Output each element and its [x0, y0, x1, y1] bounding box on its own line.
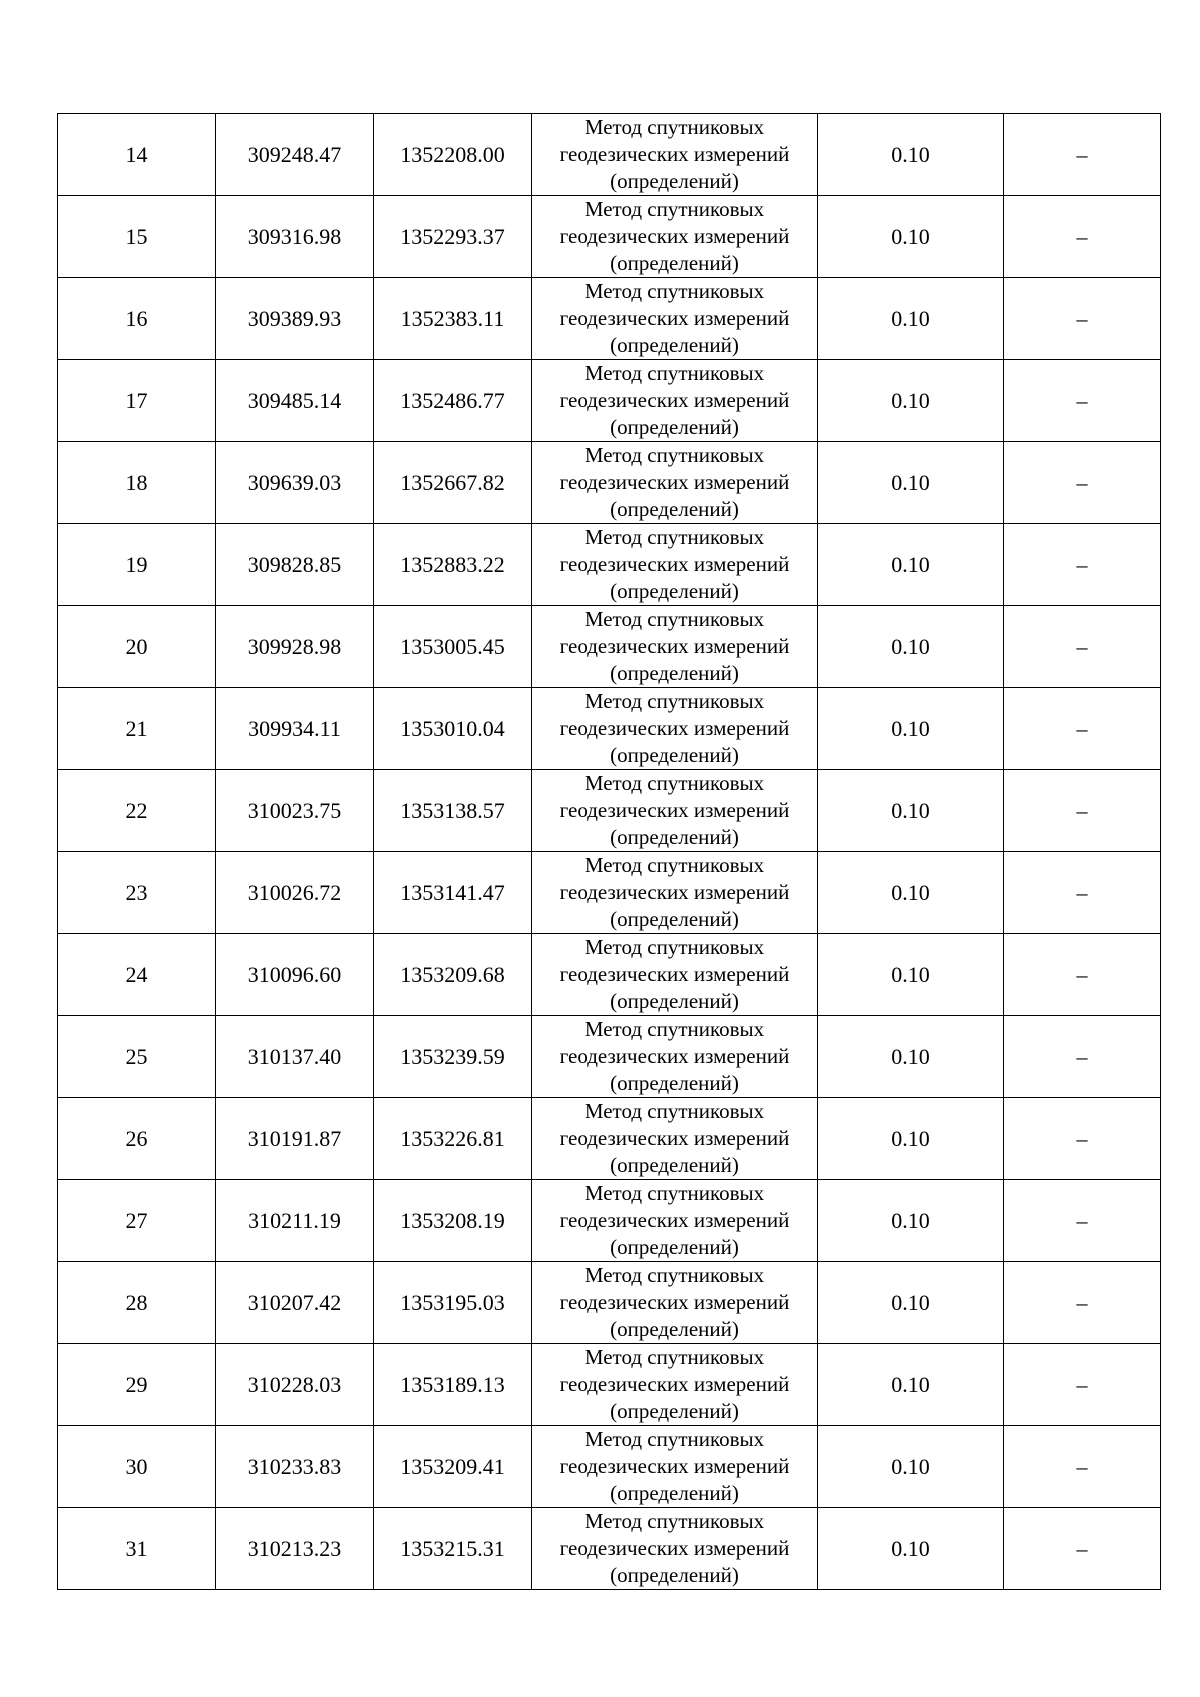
method-cell	[532, 1344, 818, 1426]
note-cell: –	[1004, 1344, 1161, 1426]
accuracy-cell: 0.10	[818, 1180, 1004, 1262]
note-cell: –	[1004, 606, 1161, 688]
x-coordinate-cell: 309389.93	[216, 278, 374, 360]
method-line: (определений)	[610, 989, 739, 1013]
table-row	[58, 1180, 1161, 1262]
method-line: Метод спутниковых	[584, 115, 765, 139]
method-cell	[532, 934, 818, 1016]
method-line: геодезических измерений	[559, 1290, 790, 1314]
y-coordinate-cell: 1353226.81	[374, 1098, 532, 1180]
point-number-cell: 19	[58, 524, 216, 606]
method-line: Метод спутниковых	[584, 771, 765, 795]
method-line: геодезических измерений	[559, 634, 790, 658]
point-number-cell: 24	[58, 934, 216, 1016]
table-row	[58, 1508, 1161, 1590]
note-cell: –	[1004, 1508, 1161, 1590]
method-line: (определений)	[610, 333, 739, 357]
method-cell	[532, 360, 818, 442]
accuracy-cell: 0.10	[818, 1344, 1004, 1426]
method-line: геодезических измерений	[559, 224, 790, 248]
point-number-cell: 28	[58, 1262, 216, 1344]
x-coordinate-cell: 310207.42	[216, 1262, 374, 1344]
y-coordinate-cell: 1353189.13	[374, 1344, 532, 1426]
note-cell: –	[1004, 1262, 1161, 1344]
method-line: (определений)	[610, 169, 739, 193]
method-cell	[532, 1098, 818, 1180]
point-number-cell: 22	[58, 770, 216, 852]
accuracy-cell: 0.10	[818, 770, 1004, 852]
point-number-cell: 31	[58, 1508, 216, 1590]
y-coordinate-cell: 1352667.82	[374, 442, 532, 524]
note-cell: –	[1004, 688, 1161, 770]
table-row	[58, 442, 1161, 524]
method-line: Метод спутниковых	[584, 607, 765, 631]
note-cell: –	[1004, 1098, 1161, 1180]
method-line: (определений)	[610, 1399, 739, 1423]
note-cell: –	[1004, 278, 1161, 360]
method-line: геодезических измерений	[559, 1454, 790, 1478]
method-line: геодезических измерений	[559, 1536, 790, 1560]
method-line: Метод спутниковых	[584, 443, 765, 467]
method-line: геодезических измерений	[559, 880, 790, 904]
method-line: Метод спутниковых	[584, 525, 765, 549]
method-line: геодезических измерений	[559, 962, 790, 986]
method-line: геодезических измерений	[559, 798, 790, 822]
method-line: Метод спутниковых	[584, 935, 765, 959]
method-cell	[532, 1180, 818, 1262]
note-cell: –	[1004, 770, 1161, 852]
table-row	[58, 1426, 1161, 1508]
x-coordinate-cell: 309828.85	[216, 524, 374, 606]
table-row	[58, 1262, 1161, 1344]
method-line: Метод спутниковых	[584, 1181, 765, 1205]
method-line: геодезических измерений	[559, 470, 790, 494]
point-number-cell: 20	[58, 606, 216, 688]
y-coordinate-cell: 1352383.11	[374, 278, 532, 360]
table-row	[58, 770, 1161, 852]
y-coordinate-cell: 1353195.03	[374, 1262, 532, 1344]
point-number-cell: 21	[58, 688, 216, 770]
point-number-cell: 30	[58, 1426, 216, 1508]
method-line: геодезических измерений	[559, 1372, 790, 1396]
method-line: Метод спутниковых	[584, 689, 765, 713]
method-line: геодезических измерений	[559, 1208, 790, 1232]
x-coordinate-cell: 310137.40	[216, 1016, 374, 1098]
x-coordinate-cell: 310228.03	[216, 1344, 374, 1426]
table-row	[58, 1344, 1161, 1426]
method-line: Метод спутниковых	[584, 1509, 765, 1533]
method-line: геодезических измерений	[559, 306, 790, 330]
y-coordinate-cell: 1353010.04	[374, 688, 532, 770]
x-coordinate-cell: 309639.03	[216, 442, 374, 524]
accuracy-cell: 0.10	[818, 688, 1004, 770]
x-coordinate-cell: 310023.75	[216, 770, 374, 852]
method-line: Метод спутниковых	[584, 1099, 765, 1123]
note-cell: –	[1004, 360, 1161, 442]
y-coordinate-cell: 1353239.59	[374, 1016, 532, 1098]
table-row	[58, 524, 1161, 606]
x-coordinate-cell: 310213.23	[216, 1508, 374, 1590]
accuracy-cell: 0.10	[818, 278, 1004, 360]
accuracy-cell: 0.10	[818, 934, 1004, 1016]
method-line: геодезических измерений	[559, 1126, 790, 1150]
y-coordinate-cell: 1352208.00	[374, 114, 532, 196]
method-line: (определений)	[610, 661, 739, 685]
accuracy-cell: 0.10	[818, 1426, 1004, 1508]
method-line: Метод спутниковых	[584, 1263, 765, 1287]
method-line: геодезических измерений	[559, 716, 790, 740]
method-line: (определений)	[610, 579, 739, 603]
point-number-cell: 16	[58, 278, 216, 360]
y-coordinate-cell: 1352486.77	[374, 360, 532, 442]
y-coordinate-cell: 1353215.31	[374, 1508, 532, 1590]
table-row	[58, 1098, 1161, 1180]
y-coordinate-cell: 1353209.41	[374, 1426, 532, 1508]
method-line: (определений)	[610, 1071, 739, 1095]
y-coordinate-cell: 1353005.45	[374, 606, 532, 688]
method-cell	[532, 442, 818, 524]
method-line: геодезических измерений	[559, 388, 790, 412]
note-cell: –	[1004, 1016, 1161, 1098]
method-line: геодезических измерений	[559, 142, 790, 166]
method-cell	[532, 606, 818, 688]
method-line: (определений)	[610, 907, 739, 931]
accuracy-cell: 0.10	[818, 524, 1004, 606]
table-row	[58, 934, 1161, 1016]
accuracy-cell: 0.10	[818, 1508, 1004, 1590]
method-cell	[532, 1508, 818, 1590]
accuracy-cell: 0.10	[818, 1098, 1004, 1180]
method-cell	[532, 688, 818, 770]
method-line: Метод спутниковых	[584, 1427, 765, 1451]
method-cell	[532, 1426, 818, 1508]
x-coordinate-cell: 309928.98	[216, 606, 374, 688]
method-cell	[532, 196, 818, 278]
method-line: (определений)	[610, 415, 739, 439]
x-coordinate-cell: 310191.87	[216, 1098, 374, 1180]
note-cell: –	[1004, 524, 1161, 606]
method-line: (определений)	[610, 825, 739, 849]
method-line: (определений)	[610, 1481, 739, 1505]
note-cell: –	[1004, 442, 1161, 524]
accuracy-cell: 0.10	[818, 852, 1004, 934]
table-row	[58, 1016, 1161, 1098]
point-number-cell: 27	[58, 1180, 216, 1262]
point-number-cell: 25	[58, 1016, 216, 1098]
method-line: Метод спутниковых	[584, 1345, 765, 1369]
note-cell: –	[1004, 852, 1161, 934]
method-cell	[532, 852, 818, 934]
method-line: Метод спутниковых	[584, 197, 765, 221]
note-cell: –	[1004, 114, 1161, 196]
method-line: (определений)	[610, 1153, 739, 1177]
method-line: Метод спутниковых	[584, 361, 765, 385]
y-coordinate-cell: 1353209.68	[374, 934, 532, 1016]
x-coordinate-cell: 309316.98	[216, 196, 374, 278]
x-coordinate-cell: 310233.83	[216, 1426, 374, 1508]
method-line: Метод спутниковых	[584, 1017, 765, 1041]
x-coordinate-cell: 310026.72	[216, 852, 374, 934]
point-number-cell: 14	[58, 114, 216, 196]
accuracy-cell: 0.10	[818, 606, 1004, 688]
method-cell	[532, 114, 818, 196]
method-line: геодезических измерений	[559, 552, 790, 576]
table-row	[58, 688, 1161, 770]
y-coordinate-cell: 1352883.22	[374, 524, 532, 606]
x-coordinate-cell: 309934.11	[216, 688, 374, 770]
table-row	[58, 278, 1161, 360]
coordinates-table	[57, 113, 1161, 1590]
x-coordinate-cell: 310211.19	[216, 1180, 374, 1262]
y-coordinate-cell: 1353138.57	[374, 770, 532, 852]
table-row	[58, 196, 1161, 278]
table-body	[58, 114, 1161, 1590]
accuracy-cell: 0.10	[818, 1262, 1004, 1344]
note-cell: –	[1004, 1180, 1161, 1262]
point-number-cell: 26	[58, 1098, 216, 1180]
accuracy-cell: 0.10	[818, 114, 1004, 196]
method-line: (определений)	[610, 497, 739, 521]
y-coordinate-cell: 1353208.19	[374, 1180, 532, 1262]
accuracy-cell: 0.10	[818, 442, 1004, 524]
accuracy-cell: 0.10	[818, 1016, 1004, 1098]
note-cell: –	[1004, 196, 1161, 278]
table-row	[58, 606, 1161, 688]
accuracy-cell: 0.10	[818, 196, 1004, 278]
method-cell	[532, 278, 818, 360]
method-line: (определений)	[610, 743, 739, 767]
method-line: (определений)	[610, 1317, 739, 1341]
point-number-cell: 15	[58, 196, 216, 278]
table-row	[58, 360, 1161, 442]
x-coordinate-cell: 310096.60	[216, 934, 374, 1016]
method-line: (определений)	[610, 1563, 739, 1587]
point-number-cell: 23	[58, 852, 216, 934]
method-cell	[532, 1262, 818, 1344]
accuracy-cell: 0.10	[818, 360, 1004, 442]
method-line: (определений)	[610, 1235, 739, 1259]
method-line: геодезических измерений	[559, 1044, 790, 1068]
y-coordinate-cell: 1352293.37	[374, 196, 532, 278]
y-coordinate-cell: 1353141.47	[374, 852, 532, 934]
method-cell	[532, 524, 818, 606]
note-cell: –	[1004, 1426, 1161, 1508]
note-cell: –	[1004, 934, 1161, 1016]
method-cell	[532, 1016, 818, 1098]
method-cell	[532, 770, 818, 852]
table-row	[58, 114, 1161, 196]
method-line: (определений)	[610, 251, 739, 275]
table-row	[58, 852, 1161, 934]
x-coordinate-cell: 309485.14	[216, 360, 374, 442]
point-number-cell: 29	[58, 1344, 216, 1426]
point-number-cell: 17	[58, 360, 216, 442]
x-coordinate-cell: 309248.47	[216, 114, 374, 196]
point-number-cell: 18	[58, 442, 216, 524]
method-line: Метод спутниковых	[584, 279, 765, 303]
method-line: Метод спутниковых	[584, 853, 765, 877]
